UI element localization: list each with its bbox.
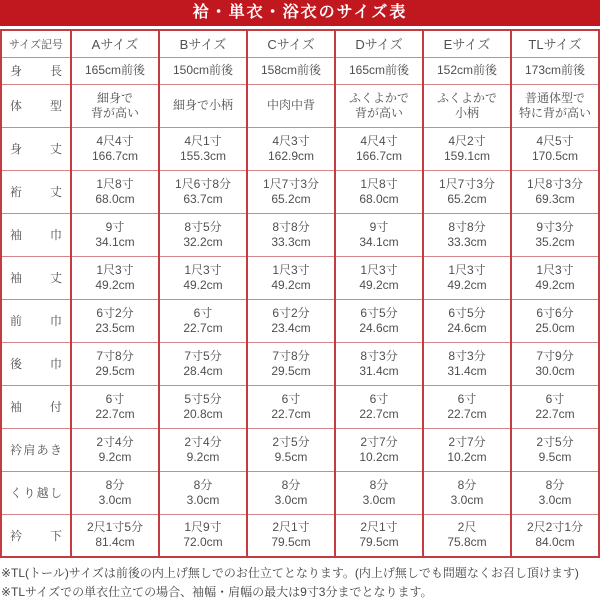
page-title: 袷・単衣・浴衣のサイズ表 (0, 0, 600, 26)
size-cell: ふくよかで 背が高い (335, 84, 423, 127)
size-cell: 6寸 22.7cm (423, 385, 511, 428)
size-cell: 1尺3寸 49.2cm (511, 256, 599, 299)
size-cell: 152cm前後 (423, 57, 511, 84)
size-cell: 9寸 34.1cm (71, 213, 159, 256)
row-label: 袖 丈 (1, 256, 71, 299)
column-header-Bサイズ: Bサイズ (159, 30, 247, 57)
row-label: 衿肩あき (1, 428, 71, 471)
size-cell: 8寸8分 33.3cm (247, 213, 335, 256)
size-cell: 2尺1寸 79.5cm (335, 514, 423, 557)
size-cell: 165cm前後 (71, 57, 159, 84)
table-row (1, 256, 599, 299)
size-cell: 1尺3寸 49.2cm (335, 256, 423, 299)
size-cell: 6寸 22.7cm (247, 385, 335, 428)
size-cell: 8寸8分 33.3cm (423, 213, 511, 256)
size-cell: 5寸5分 20.8cm (159, 385, 247, 428)
size-cell: 6寸 22.7cm (71, 385, 159, 428)
size-cell: 8寸3分 31.4cm (335, 342, 423, 385)
table-row (1, 57, 599, 84)
size-cell: 4尺5寸 170.5cm (511, 127, 599, 170)
corner-header: サイズ記号 (1, 30, 71, 57)
table-row (1, 299, 599, 342)
size-cell: 9寸 34.1cm (335, 213, 423, 256)
size-cell: 7寸8分 29.5cm (247, 342, 335, 385)
size-cell: 8分 3.0cm (71, 471, 159, 514)
size-cell: 8分 3.0cm (423, 471, 511, 514)
size-cell: 6寸 22.7cm (511, 385, 599, 428)
column-header-Cサイズ: Cサイズ (247, 30, 335, 57)
size-cell: 細身で 背が高い (71, 84, 159, 127)
size-cell: 8寸5分 32.2cm (159, 213, 247, 256)
table-row (1, 127, 599, 170)
row-label: 前 巾 (1, 299, 71, 342)
column-header-Aサイズ: Aサイズ (71, 30, 159, 57)
table-row (1, 428, 599, 471)
size-cell: 2尺1寸5分 81.4cm (71, 514, 159, 557)
size-cell: 2寸5分 9.5cm (511, 428, 599, 471)
size-cell: 2寸5分 9.5cm (247, 428, 335, 471)
size-cell: 150cm前後 (159, 57, 247, 84)
row-label: 袖 巾 (1, 213, 71, 256)
size-cell: 4尺1寸 155.3cm (159, 127, 247, 170)
size-cell: 8寸3分 31.4cm (423, 342, 511, 385)
size-cell: 165cm前後 (335, 57, 423, 84)
size-cell: 6寸5分 24.6cm (423, 299, 511, 342)
size-cell: 173cm前後 (511, 57, 599, 84)
size-cell: 中肉中背 (247, 84, 335, 127)
size-cell: 1尺3寸 49.2cm (423, 256, 511, 299)
footnote-hitoe-limit: ※TLサイズでの単衣仕立ての場合、袖幅・肩幅の最大は9寸3分までとなります。 (1, 585, 433, 599)
size-cell: 1尺3寸 49.2cm (159, 256, 247, 299)
size-cell: 7寸5分 28.4cm (159, 342, 247, 385)
size-cell: 4尺4寸 166.7cm (71, 127, 159, 170)
size-cell: 6寸 22.7cm (159, 299, 247, 342)
size-cell: 8分 3.0cm (335, 471, 423, 514)
size-cell: 158cm前後 (247, 57, 335, 84)
row-label: 身 丈 (1, 127, 71, 170)
column-header-Eサイズ: Eサイズ (423, 30, 511, 57)
table-header-row (1, 30, 599, 57)
footnotes (0, 564, 600, 600)
size-cell: 8分 3.0cm (159, 471, 247, 514)
row-label: 衿 下 (1, 514, 71, 557)
size-cell: 2尺1寸 79.5cm (247, 514, 335, 557)
row-label: 裄 丈 (1, 170, 71, 213)
size-cell: 普通体型で 特に背が高い (511, 84, 599, 127)
size-cell: ふくよかで 小柄 (423, 84, 511, 127)
size-cell: 細身で小柄 (159, 84, 247, 127)
size-cell: 6寸 22.7cm (335, 385, 423, 428)
size-cell: 4尺4寸 166.7cm (335, 127, 423, 170)
size-cell: 6寸6分 25.0cm (511, 299, 599, 342)
size-cell: 8分 3.0cm (511, 471, 599, 514)
size-cell: 2寸4分 9.2cm (71, 428, 159, 471)
size-cell: 1尺7寸3分 65.2cm (423, 170, 511, 213)
size-cell: 1尺8寸 68.0cm (335, 170, 423, 213)
size-cell: 2尺 75.8cm (423, 514, 511, 557)
table-row (1, 342, 599, 385)
size-cell: 4尺2寸 159.1cm (423, 127, 511, 170)
size-cell: 1尺8寸 68.0cm (71, 170, 159, 213)
table-row (1, 471, 599, 514)
table-row (1, 84, 599, 127)
row-label: 袖 付 (1, 385, 71, 428)
size-cell: 6寸2分 23.5cm (71, 299, 159, 342)
size-cell: 4尺3寸 162.9cm (247, 127, 335, 170)
size-cell: 2寸7分 10.2cm (335, 428, 423, 471)
table-row (1, 170, 599, 213)
size-cell: 7寸9分 30.0cm (511, 342, 599, 385)
size-cell: 1尺3寸 49.2cm (247, 256, 335, 299)
size-cell: 1尺7寸3分 65.2cm (247, 170, 335, 213)
row-label: 身 長 (1, 57, 71, 84)
size-cell: 1尺8寸3分 69.3cm (511, 170, 599, 213)
table-row (1, 385, 599, 428)
row-label: 後 巾 (1, 342, 71, 385)
size-cell: 8分 3.0cm (247, 471, 335, 514)
size-cell: 1尺6寸8分 63.7cm (159, 170, 247, 213)
footnote-tall-size: ※TL(トール)サイズは前後の内上げ無しでのお仕立てとなります。(内上げ無しでも問題なくお召し頂けます) (1, 566, 579, 580)
column-header-TLサイズ: TLサイズ (511, 30, 599, 57)
size-cell: 2寸4分 9.2cm (159, 428, 247, 471)
size-cell: 6寸5分 24.6cm (335, 299, 423, 342)
column-header-Dサイズ: Dサイズ (335, 30, 423, 57)
table-row (1, 514, 599, 557)
size-cell: 1尺9寸 72.0cm (159, 514, 247, 557)
row-label: 体 型 (1, 84, 71, 127)
size-cell: 2寸7分 10.2cm (423, 428, 511, 471)
size-cell: 6寸2分 23.4cm (247, 299, 335, 342)
size-cell: 2尺2寸1分 84.0cm (511, 514, 599, 557)
row-label: くり越し (1, 471, 71, 514)
size-cell: 9寸3分 35.2cm (511, 213, 599, 256)
size-cell: 7寸8分 29.5cm (71, 342, 159, 385)
size-cell: 1尺3寸 49.2cm (71, 256, 159, 299)
table-row (1, 213, 599, 256)
size-table (0, 29, 600, 558)
